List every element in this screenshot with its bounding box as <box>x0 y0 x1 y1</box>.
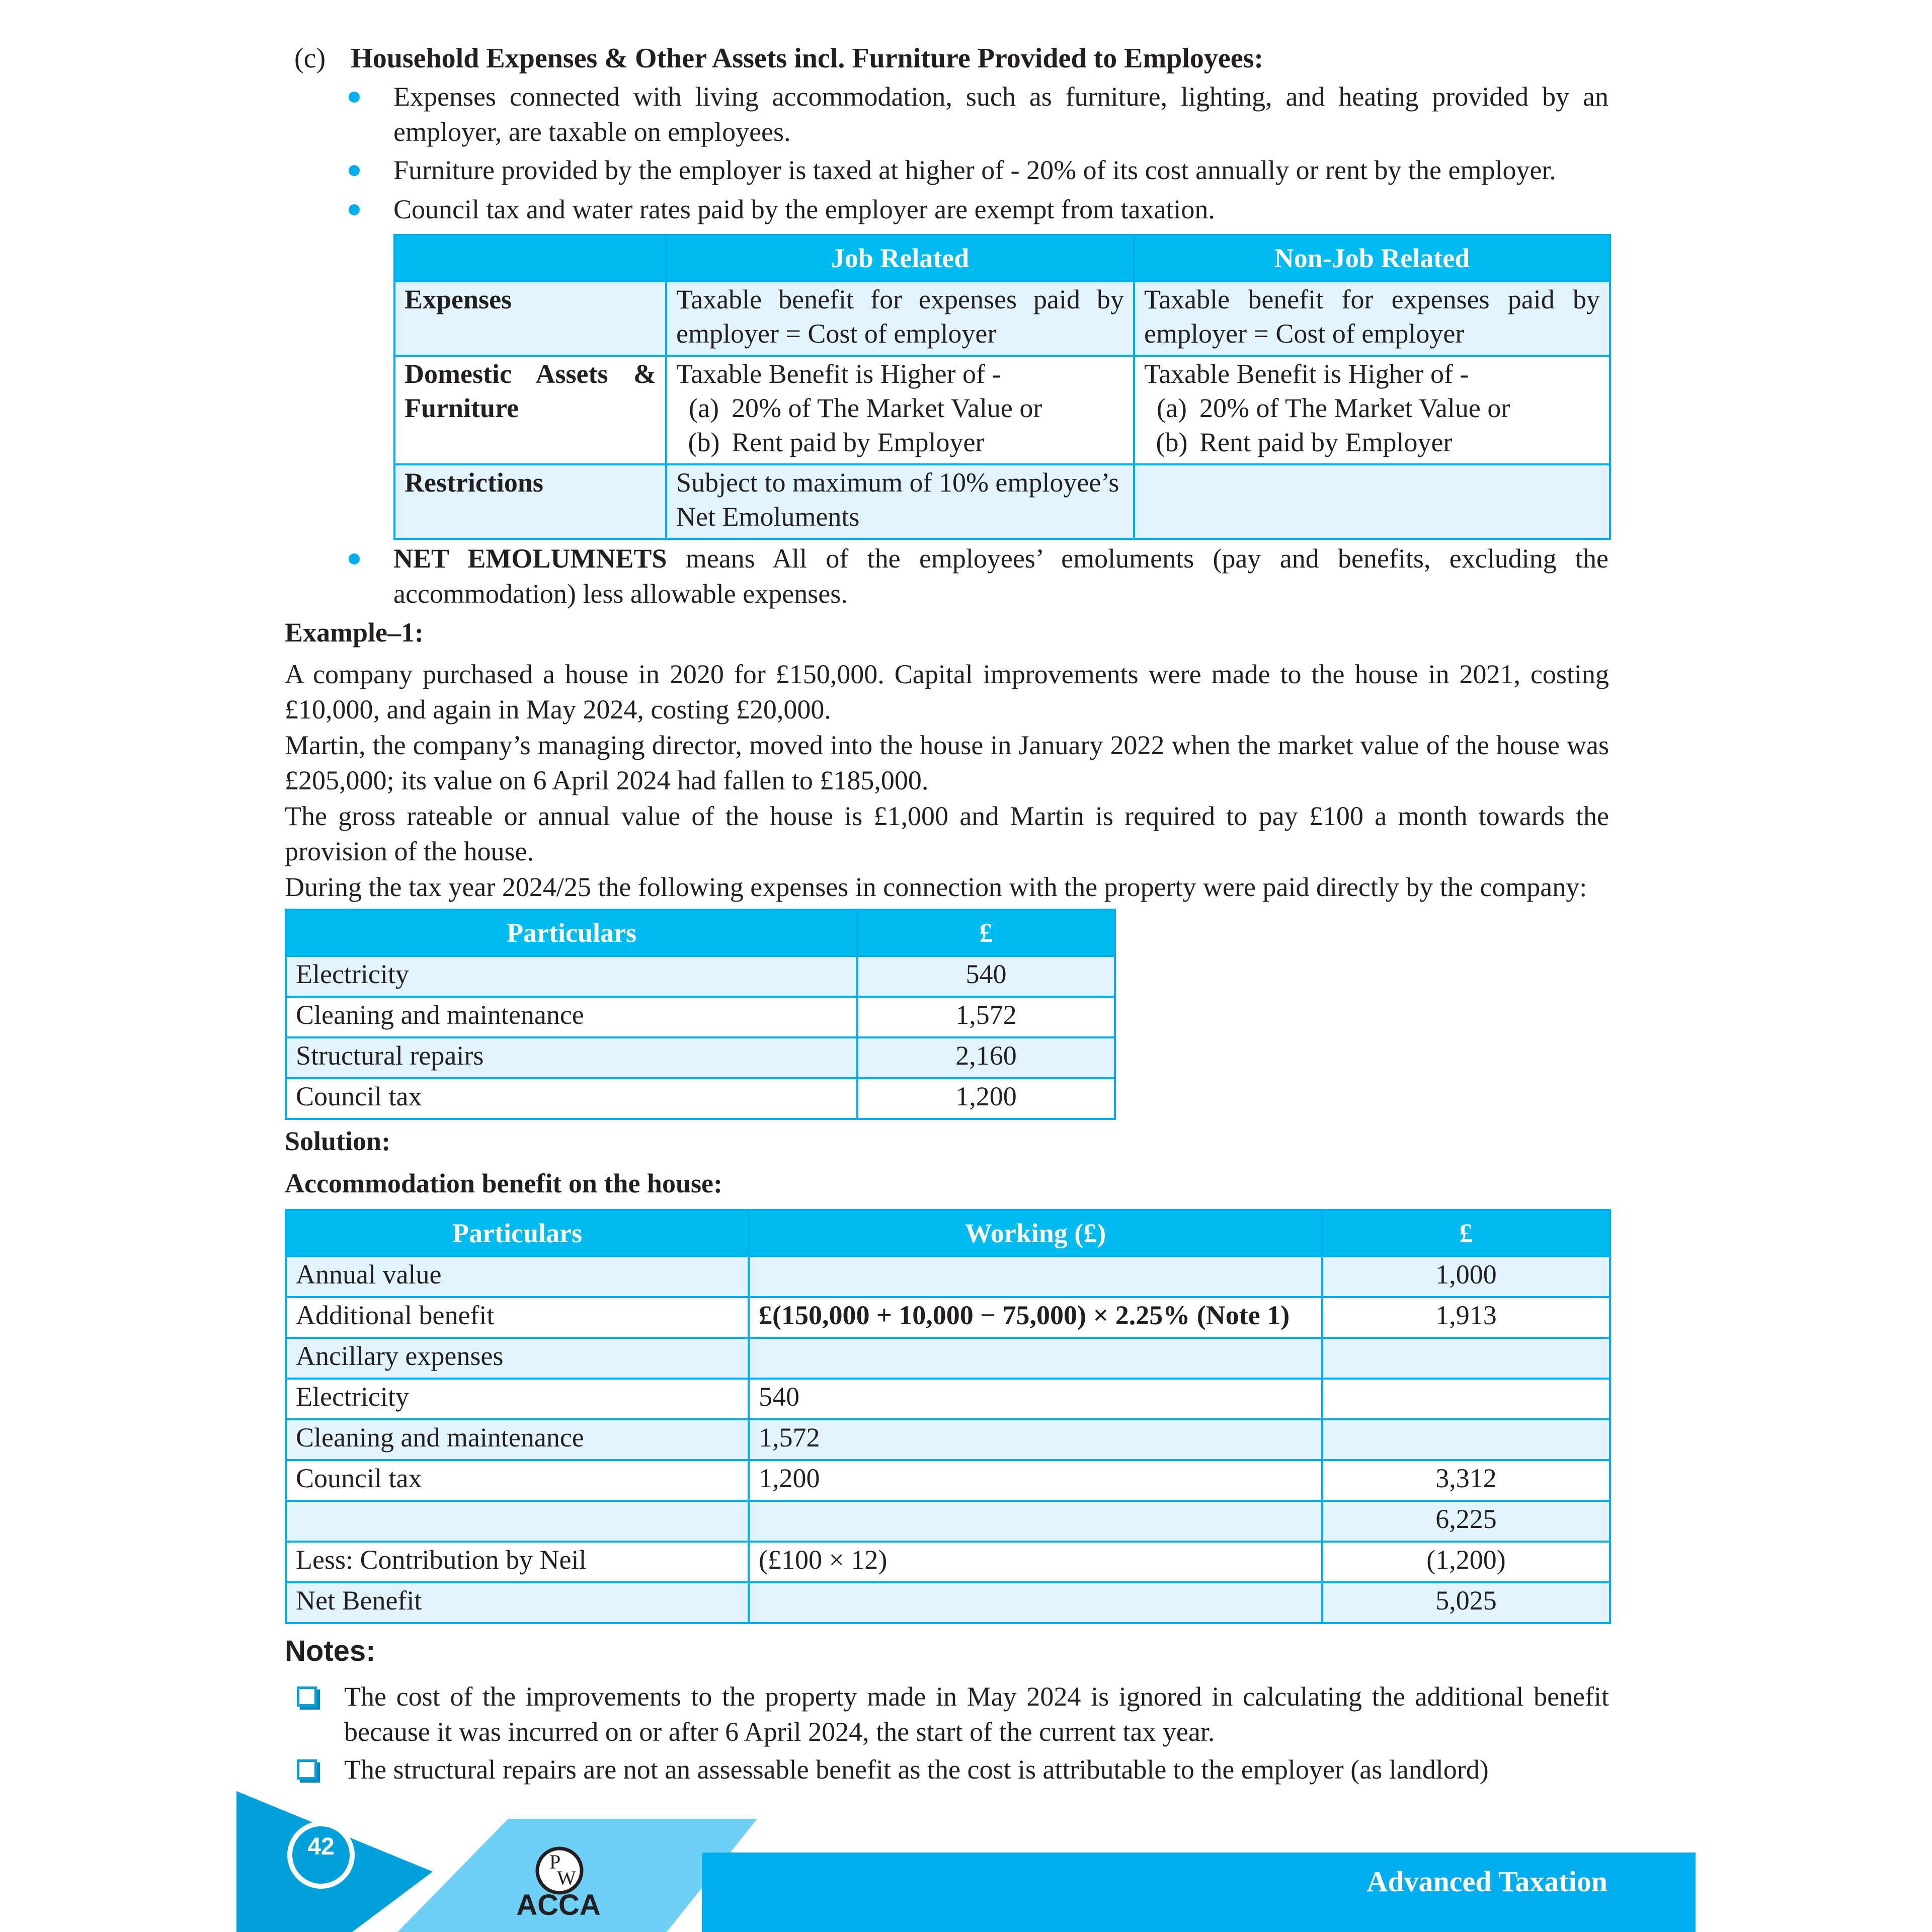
table-row <box>286 997 1115 1037</box>
table-cell: 540 <box>749 1379 1322 1419</box>
cell-line: Taxable Benefit is Higher of - <box>1144 359 1469 389</box>
sub-item <box>1144 425 1600 459</box>
section-heading <box>294 40 1263 76</box>
example-heading: Example–1: <box>285 617 424 648</box>
table-row <box>394 464 1610 539</box>
table-cell: Cleaning and maintenance <box>286 997 857 1037</box>
table-cell: 1,572 <box>857 997 1115 1037</box>
sub-item <box>676 425 1124 459</box>
table-cell: 1,000 <box>1322 1256 1610 1297</box>
example-paragraph: Martin, the company’s managing director, moved into the house in January 2022 when the market value of the house was £205,000; its value on 6 April 2024 had fallen to £185,000. <box>285 730 1609 795</box>
table-row <box>286 956 1115 997</box>
bullet-dot-icon <box>349 553 360 565</box>
table-cell: 6,225 <box>1322 1501 1610 1542</box>
note-text: The structural repairs are not an assessable benefit as the cost is attributable to the employer (as landlord) <box>344 1754 1489 1785</box>
table-row <box>286 1542 1610 1582</box>
table-header: Non-Job Related <box>1134 235 1610 281</box>
bullet-dot-icon <box>349 165 360 176</box>
notes-heading: Notes: <box>285 1635 376 1667</box>
footer-title: Advanced Taxation <box>1366 1865 1607 1898</box>
table-cell: 1,200 <box>749 1460 1322 1501</box>
bullet-text: Council tax and water rates paid by the employer are exempt from taxation. <box>393 194 1215 224</box>
checkbox-bullet-icon <box>297 1686 317 1707</box>
row-label: Domestic Assets & Furniture <box>394 356 666 464</box>
table-cell: 3,312 <box>1322 1460 1610 1501</box>
sub-item <box>1144 391 1600 425</box>
sub-item <box>676 391 1124 425</box>
table-cell: Council tax <box>286 1078 857 1119</box>
table-header <box>394 235 666 281</box>
table-cell <box>749 1338 1322 1379</box>
table-row <box>394 356 1610 464</box>
table-cell: Taxable benefit for expenses paid by employer = Cost of employer <box>1134 281 1610 356</box>
note-text: The cost of the improvements to the property made in May 2024 is ignored in calculating the additional benefit because it was incurred on or after 6 April 2024, the start of the current tax year. <box>344 1681 1609 1747</box>
table-cell <box>1134 464 1610 539</box>
table-cell: (£100 × 12) <box>749 1542 1322 1582</box>
example-paragraph: The gross rateable or annual value of the house is £1,000 and Martin is required to pay £100 a month towards the provision of the house. <box>285 801 1609 866</box>
bullet-dot-icon <box>349 92 360 103</box>
table-cell: 1,572 <box>749 1419 1322 1460</box>
sub-text: Rent paid by Employer <box>1199 427 1453 457</box>
table-row <box>286 1338 1610 1379</box>
bullet-text: Expenses connected with living accommodation, such as furniture, lighting, and heating provided by an employer, are taxable on employees. <box>393 82 1608 147</box>
table-row <box>286 1419 1610 1460</box>
table-cell <box>1322 1338 1610 1379</box>
table-cell: 1,913 <box>1322 1297 1610 1338</box>
table-cell <box>666 356 1134 464</box>
table-cell <box>1322 1379 1610 1419</box>
table-cell: Structural repairs <box>286 1037 857 1078</box>
table-row <box>394 281 1610 356</box>
table-header-row <box>394 235 1610 281</box>
table-cell: Net Benefit <box>286 1582 749 1623</box>
expense-table <box>285 909 1116 1120</box>
table-cell <box>286 1501 749 1542</box>
table-cell: 540 <box>857 956 1115 997</box>
table-header-row <box>286 910 1115 956</box>
table-cell: Council tax <box>286 1460 749 1501</box>
table-header: Particulars <box>286 1210 749 1256</box>
table-header: Job Related <box>666 235 1134 281</box>
bullet-text: Furniture provided by the employer is taxed at higher of - 20% of its cost annually or rent by the employer. <box>393 155 1556 185</box>
table-cell <box>749 1256 1322 1297</box>
row-label: Restrictions <box>394 464 666 539</box>
example-paragraph: A company purchased a house in 2020 for £150,000. Capital improvements were made to the house in 2021, costing £10,000, and again in May 2024, costing £20,000. <box>285 659 1609 725</box>
page-number: 42 <box>307 1833 335 1860</box>
table-row <box>286 1501 1610 1542</box>
table-header-row <box>286 1210 1610 1256</box>
table-header: Particulars <box>286 910 857 956</box>
logo-letter-w: W <box>557 1867 576 1889</box>
solution-subheading: Accommodation benefit on the house: <box>285 1168 722 1198</box>
bullet-dot-icon <box>349 204 360 215</box>
checkbox-bullet-icon <box>297 1759 317 1780</box>
table-row <box>286 1379 1610 1419</box>
table-row <box>286 1078 1115 1119</box>
section-title: Household Expenses & Other Assets incl. Furniture Provided to Employees: <box>351 43 1264 74</box>
table-cell: (1,200) <box>1322 1542 1610 1582</box>
sub-letter: (b) <box>1156 427 1188 457</box>
table-cell: £(150,000 + 10,000 − 75,000) × 2.25% (Note 1) <box>749 1297 1322 1338</box>
table-cell <box>749 1501 1322 1542</box>
table-header: Working (£) <box>749 1210 1322 1256</box>
table-cell <box>749 1582 1322 1623</box>
table-row <box>286 1256 1610 1297</box>
solution-table <box>285 1209 1611 1624</box>
definition: means All of the employees’ emoluments (pay and benefits, excluding the accommodation) less allowable expenses. <box>393 543 1609 609</box>
term: NET EMOLUMNETS <box>393 543 667 574</box>
table-cell: 5,025 <box>1322 1582 1610 1623</box>
table-cell <box>1134 356 1610 464</box>
table-cell: Electricity <box>286 956 857 997</box>
table-header: £ <box>857 910 1115 956</box>
table-cell: Subject to maximum of 10% employee’s Net Emoluments <box>666 464 1134 539</box>
sub-text: 20% of The Market Value or <box>1199 393 1510 423</box>
table-row <box>286 1460 1610 1501</box>
net-emoluments-text <box>393 541 1608 611</box>
benefit-table <box>393 234 1611 540</box>
row-label: Expenses <box>394 281 666 356</box>
table-cell: Ancillary expenses <box>286 1338 749 1379</box>
table-cell: 2,160 <box>857 1037 1115 1078</box>
table-row <box>286 1037 1115 1078</box>
sub-letter: (a) <box>689 393 719 423</box>
table-row <box>286 1582 1610 1623</box>
sub-text: 20% of The Market Value or <box>732 393 1042 423</box>
table-cell: Taxable benefit for expenses paid by employer = Cost of employer <box>666 281 1134 356</box>
table-cell: Electricity <box>286 1379 749 1419</box>
logo-letter-p: P <box>549 1850 561 1873</box>
solution-heading: Solution: <box>285 1126 391 1156</box>
sub-letter: (a) <box>1157 393 1187 423</box>
cell-line: Taxable Benefit is Higher of - <box>676 359 1001 389</box>
table-cell: Less: Contribution by Neil <box>286 1542 749 1582</box>
sub-text: Rent paid by Employer <box>732 427 985 457</box>
table-cell: Cleaning and maintenance <box>286 1419 749 1460</box>
sub-letter: (b) <box>688 427 720 457</box>
example-paragraph: During the tax year 2024/25 the following expenses in connection with the property were paid directly by the company: <box>285 872 1587 902</box>
table-cell: 1,200 <box>857 1078 1115 1119</box>
table-header: £ <box>1322 1210 1610 1256</box>
section-letter: (c) <box>294 43 326 74</box>
table-cell <box>1322 1419 1610 1460</box>
brand-name: ACCA <box>516 1889 601 1921</box>
table-cell: Additional benefit <box>286 1297 749 1338</box>
table-row <box>286 1297 1610 1338</box>
table-cell: Annual value <box>286 1256 749 1297</box>
